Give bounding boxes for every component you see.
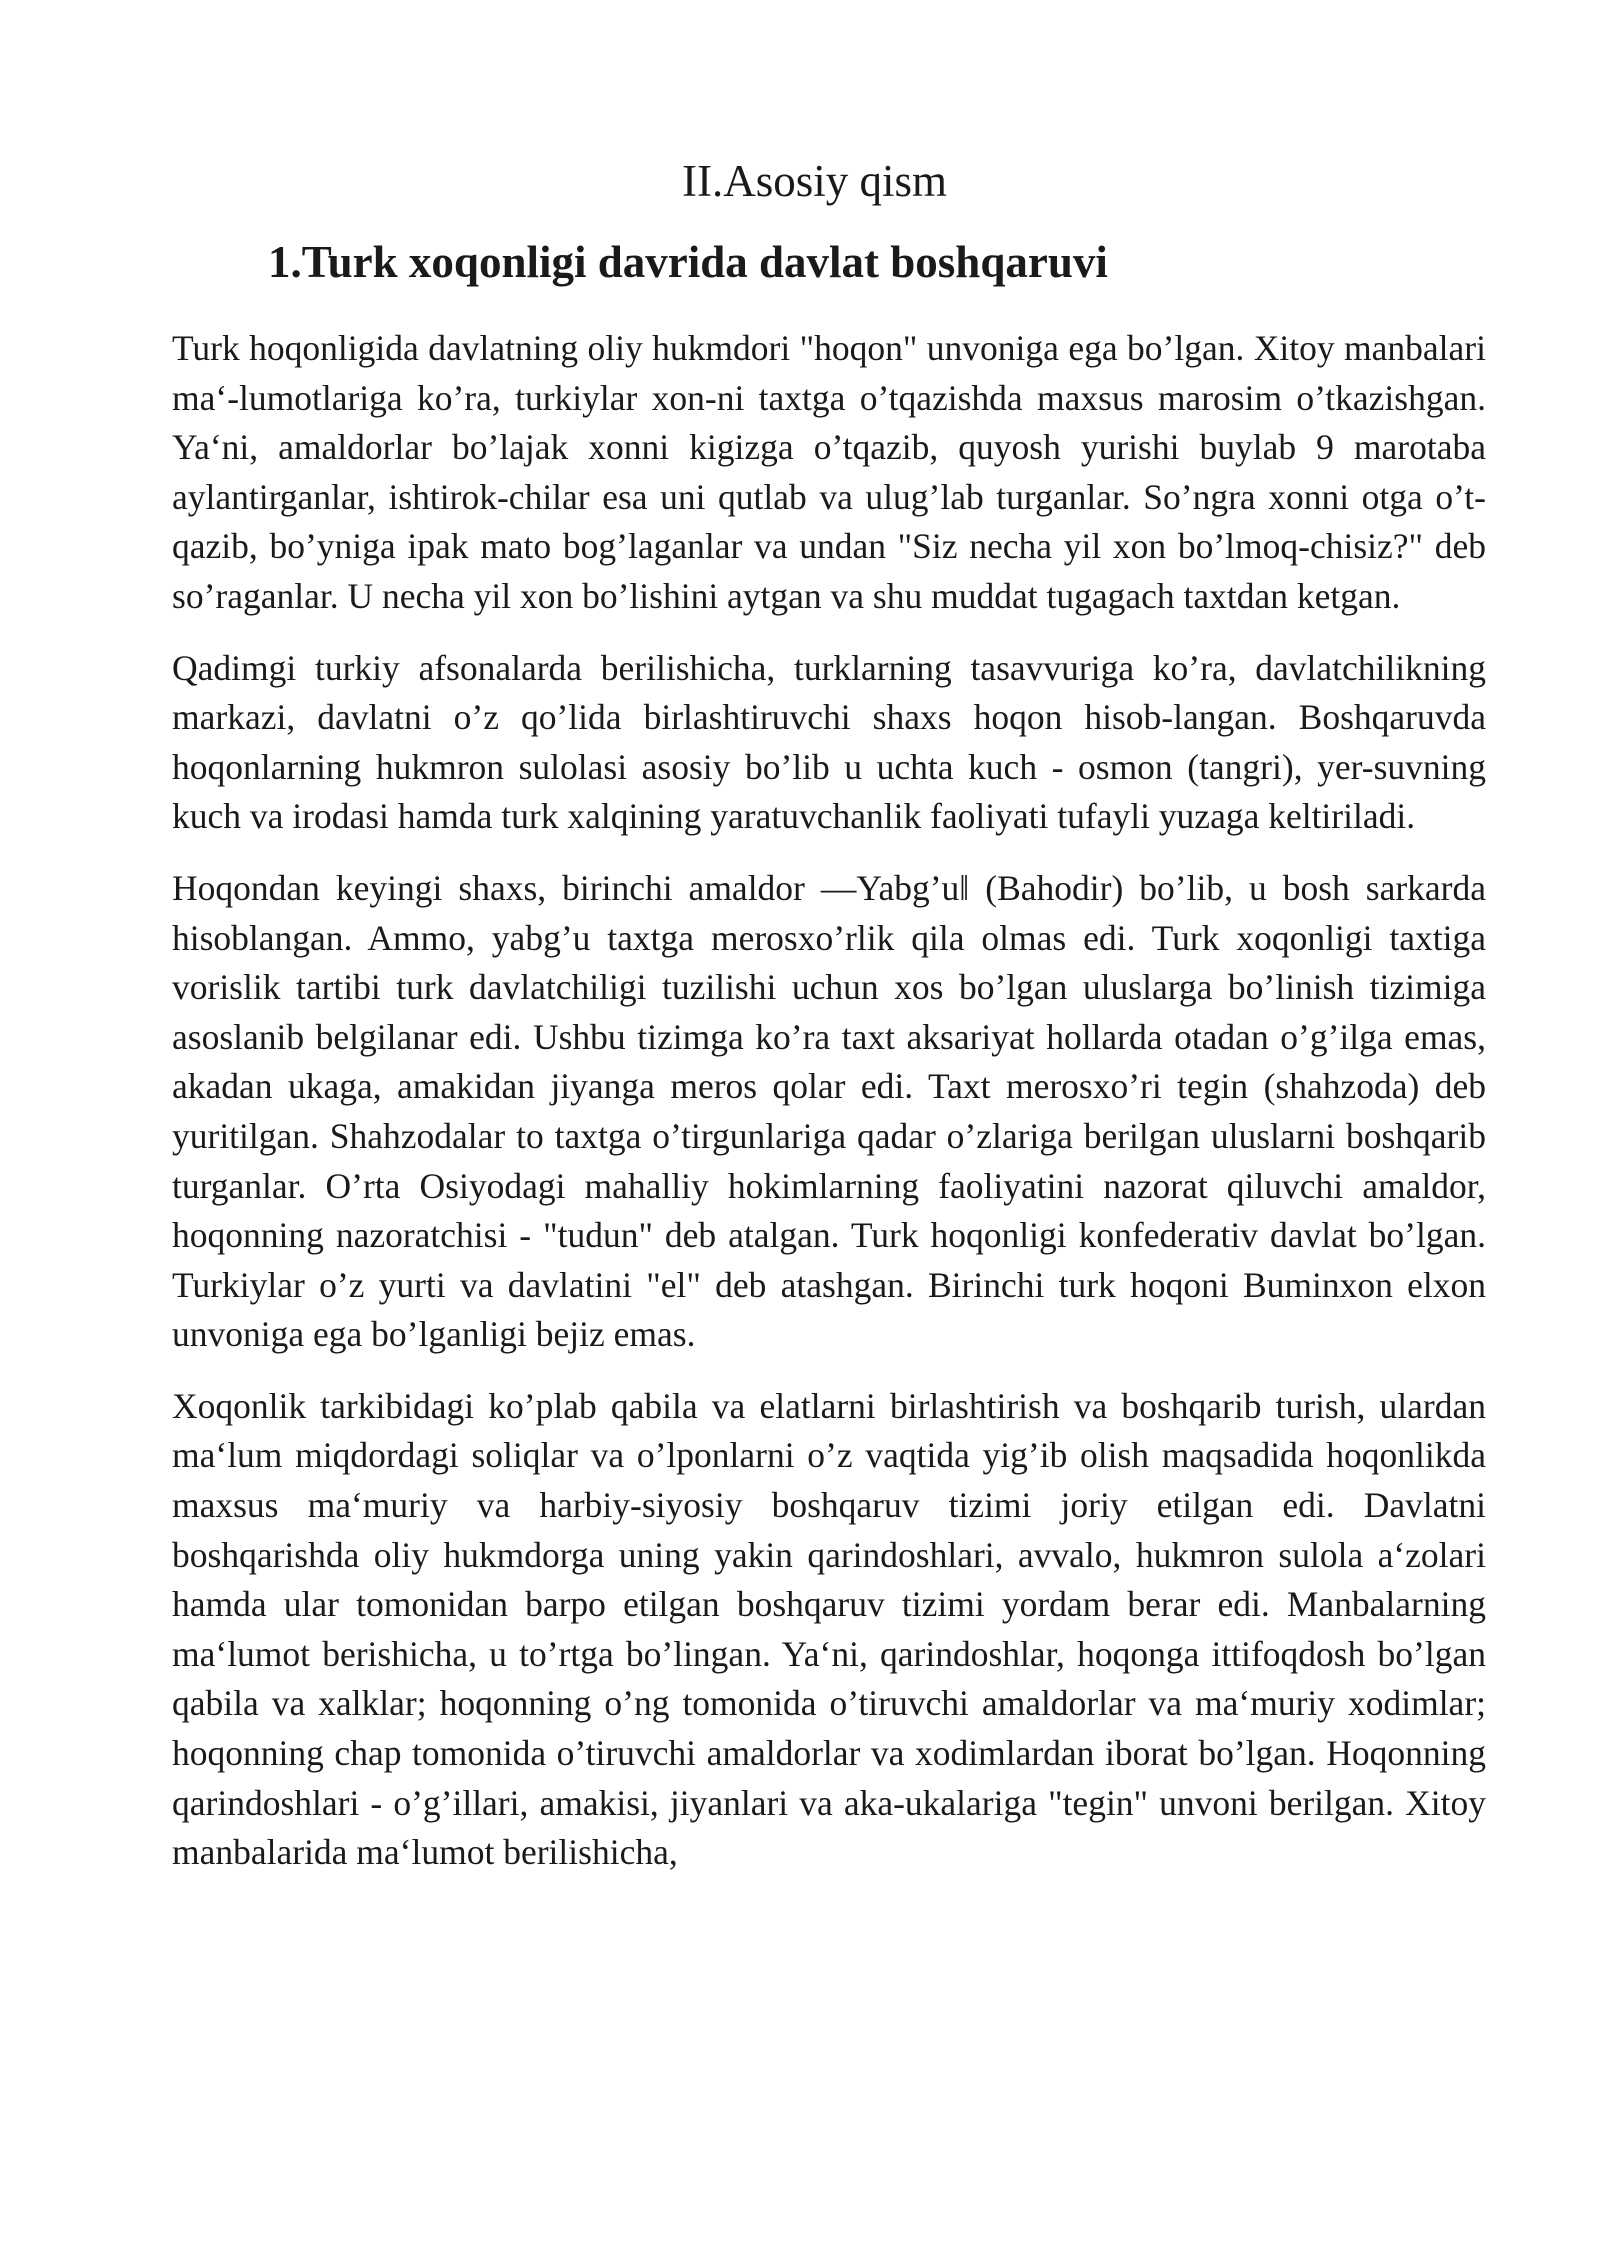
paragraph-4: Xoqonlik tarkibidagi ko’plab qabila va elatlarni birlashtirish va boshqarib turish, ulardan ma‘lum miqdordagi soliqlar va o’lponlarni o’z vaqtida yig’ib olish maqsadida hoqonlikda maxsus ma‘muriy va harbiy-siyosiy boshqaruv tizimi joriy etilgan edi. Davlatni boshqarishda oliy hukmdorga uning yakin qarindoshlari, avvalo, hukmron sulola a‘zolari hamda ular tomonidan barpo etilgan boshqaruv tizimi yordam berar edi. Manbalarning ma‘lumot berishicha, u to’rtga bo’lingan. Ya‘ni, qarindoshlar, hoqonga ittifoqdosh bo’lgan qabila va xalklar; hoqonning o’ng tomonida o’tiruvchi amaldorlar va ma‘muriy xodimlar; hoqonning chap tomonida o’tiruvchi amaldorlar va xodimlardan iborat bo’lgan. Hoqonning qarindoshlari - o’g’illari, amakisi, jiyanlari va aka-ukalariga "tegin" unvoni berilgan. Xitoy manbalarida ma‘lumot berilishicha,	[172, 1385, 1486, 1873]
paragraph-2: Qadimgi turkiy afsonalarda berilishicha, turklarning tasavvuriga ko’ra, davlatchilikning markazi, davlatni o’z qo’lida birlashtiruvchi shaxs hoqon hisob-langan. Boshqaruvda hoqonlarning hukmron sulolasi asosiy bo’lib u uchta kuch - osmon (tangri), yer-suvning kuch va irodasi hamda turk xalqining yaratuvchanlik faoliyati tufayli yuzaga keltiriladi.	[172, 647, 1486, 837]
paragraph-3: Hoqondan keyingi shaxs, birinchi amaldor ―Yabg’u‖ (Bahodir) bo’lib, u bosh sarkarda hisoblangan. Ammo, yabg’u taxtga merosxo’rlik qila olmas edi. Turk xoqonligi taxtiga vorislik tartibi turk davlatchiligi tuzilishi uchun xos bo’lgan uluslarga bo’linish tizimiga asoslanib belgilanar edi. Ushbu tizimga ko’ra taxt aksariyat hollarda otadan o’g’ilga emas, akadan ukaga, amakidan jiyanga meros qolar edi. Taxt merosxo’ri tegin (shahzoda) deb yuritilgan. Shahzodalar to taxtga o’tirgunlariga qadar o’zlariga berilgan uluslarni boshqarib turganlar. O’rta Osiyodagi mahalliy hokimlarning faoliyatini nazorat qiluvchi amaldor, hoqonning nazoratchisi - "tudun" deb atalgan. Turk hoqonligi konfederativ davlat bo’lgan. Turkiylar o’z yurti va davlatini "el" deb atashgan. Birinchi turk hoqoni Buminxon elxon unvoniga ega bo’lganligi bejiz emas.	[172, 867, 1486, 1355]
section-title: 1.Turk xoqonligi davrida davlat boshqaruvi	[268, 237, 1108, 287]
document-body	[172, 324, 1486, 1878]
paragraph-1: Turk hoqonligida davlatning oliy hukmdori "hoqon" unvoniga ega bo’lgan. Xitoy manbalari ma‘-lumotlariga ko’ra, turkiylar xon-ni taxtga o’tqazishda maxsus marosim o’tkazishgan. Ya‘ni, amaldorlar bo’lajak xonni kigizga o’tqazib, quyosh yurishi buylab 9 marotaba aylantirganlar, ishtirok-chilar esa uni qutlab va ulug’lab turganlar. So’ngra xonni otga o’t-qazib, bo’yniga ipak mato bog’laganlar va undan "Siz necha yil xon bo’lmoq-chisiz?" deb so’raganlar. U necha yil xon bo’lishini aytgan va shu muddat tugagach taxtdan ketgan.	[172, 328, 1486, 616]
part-title: II.Asosiy qism	[682, 156, 948, 206]
document-page	[172, 140, 1486, 1900]
